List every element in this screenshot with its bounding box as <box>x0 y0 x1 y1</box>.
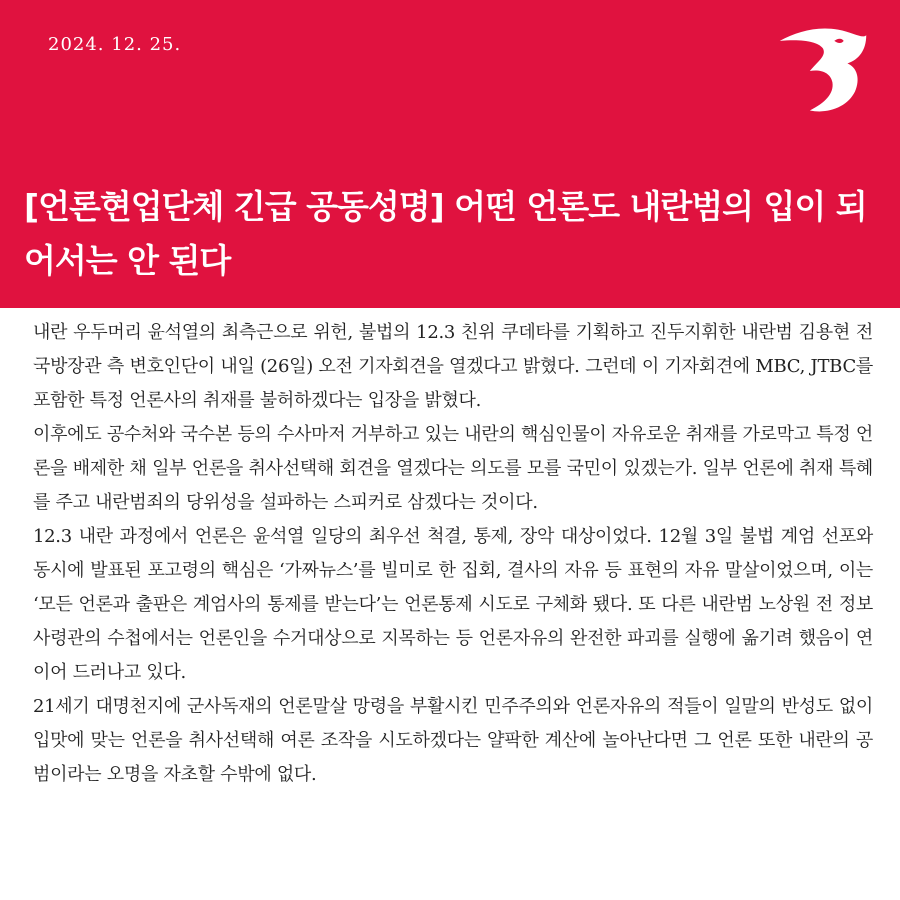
body-paragraph: 이후에도 공수처와 국수본 등의 수사마저 거부하고 있는 내란의 핵심인물이 자유로운 취재를 가로막고 특정 언론을 배제한 채 일부 언론을 취사선택해 회견을 열겠다는 의도를 모를 국민이 있겠는가. 일부 언론에 취재 특혜를 주고 내란범죄의 당위성을 설파하는 스피커로 삼겠다는 것이다. <box>33 424 873 513</box>
publish-date: 2024. 12. 25. <box>48 34 182 55</box>
swallow-bird-logo-icon <box>776 24 870 118</box>
statement-title: [언론현업단체 긴급 공동성명] 어떤 언론도 내란범의 입이 되어서는 안 된다 <box>24 187 867 280</box>
body-paragraph: 21세기 대명천지에 군사독재의 언론말살 망령을 부활시킨 민주주의와 언론자유의 적들이 일말의 반성도 없이 입맛에 맞는 언론을 취사선택해 여론 조작을 시도하겠다는 얄팍한 계산에 놀아난다면 그 언론 또한 내란의 공범이라는 오명을 자초할 수밖에 없다. <box>33 696 873 785</box>
header-banner <box>0 0 900 308</box>
statement-body <box>33 316 873 792</box>
body-paragraph: 12.3 내란 과정에서 언론은 윤석열 일당의 최우선 척결, 통제, 장악 대상이었다. 12월 3일 불법 계엄 선포와 동시에 발표된 포고령의 핵심은 ‘가짜뉴스’를 빌미로 한 집회, 결사의 자유 등 표현의 자유 말살이었으며, 이는 ‘모든 언론과 출판은 계엄사의 통제를 받는다’는 언론통제 시도로 구체화 됐다. 또 다른 내란범 노상원 전 정보사령관의 수첩에서는 언론인을 수거대상으로 지목하는 등 언론자유의 완전한 파괴를 실행에 옮기려 했음이 연이어 드러나고 있다. <box>33 526 873 683</box>
body-paragraph: 내란 우두머리 윤석열의 최측근으로 위헌, 불법의 12.3 친위 쿠데타를 기획하고 진두지휘한 내란범 김용현 전 국방장관 측 변호인단이 내일 (26일) 오전 기자회견을 열겠다고 밝혔다. 그런데 이 기자회견에 MBC, JTBC를 포함한 특정 언론사의 취재를 불허하겠다는 입장을 밝혔다. <box>33 322 873 411</box>
